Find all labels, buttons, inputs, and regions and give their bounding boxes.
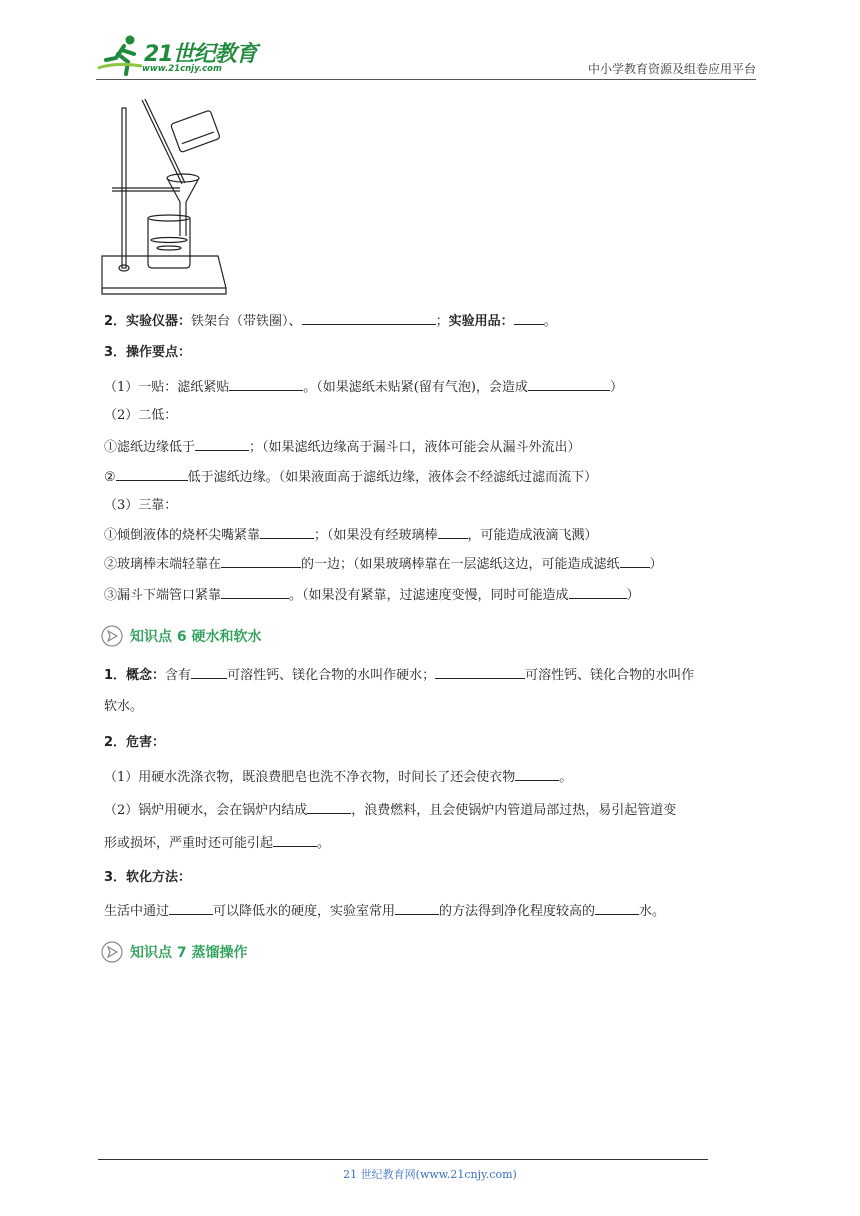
line-l3 (104, 376, 623, 398)
line-l7 (104, 496, 177, 516)
footer-divider (98, 1159, 708, 1160)
fill-blank (221, 553, 301, 568)
text-run: 形或损坏，严重时还可能引起 (104, 836, 274, 851)
line-l10 (104, 584, 640, 606)
text-run: ；（如果滤纸边缘高于漏斗口，液体可能会从漏斗外流出） (249, 440, 581, 455)
line-l16 (104, 832, 330, 854)
text-run: ； (435, 314, 449, 329)
text-run: 。 (317, 836, 331, 851)
text-run: 低于滤纸边缘。（如果液面高于滤纸边缘，液体会不经滤纸过滤而流下） (187, 470, 598, 485)
line-l6 (104, 466, 597, 488)
text-run: 的一边；（如果玻璃棒靠在一层滤纸这边，可能造成滤纸 (301, 557, 620, 572)
section-arrow-icon (100, 624, 124, 648)
text-run: ② (104, 470, 116, 485)
text-run: 。 (543, 314, 557, 329)
text-run: ①滤纸边缘低于 (104, 440, 196, 455)
text-run: ①倾倒液体的烧杯尖嘴紧靠 (104, 528, 261, 543)
page-header (96, 32, 756, 82)
line-l14 (104, 766, 572, 788)
fill-blank (302, 310, 436, 325)
text-run: ，浪费燃料，且会使锅炉内管道局部过热，易引起管道变 (351, 803, 677, 818)
fill-blank (514, 310, 544, 325)
bold-label: 实验用品： (448, 314, 514, 329)
text-run: ；（如果没有经玻璃棒 (314, 528, 438, 543)
fill-blank (116, 466, 188, 481)
header-platform-text: 中小学教育资源及组卷应用平台 (587, 62, 756, 76)
bold-label: 1．概念： (104, 668, 166, 683)
fill-blank (229, 376, 303, 391)
text-run: ） (609, 380, 623, 395)
text-run: 生活中通过 (104, 904, 170, 919)
line-l1 (104, 310, 557, 332)
line-l12 (104, 697, 143, 717)
text-run: （2）锅炉用硬水，会在锅炉内结成 (104, 803, 308, 818)
header-divider (96, 79, 756, 80)
bold-label: 3．操作要点： (104, 345, 192, 360)
bold-label: 2．实验仪器： (104, 314, 192, 329)
section-arrow-icon (100, 940, 124, 964)
bold-label: 3．软化方法： (104, 870, 192, 885)
line-l9 (104, 553, 663, 575)
fill-blank (169, 900, 213, 915)
text-run: ） (626, 588, 640, 603)
fill-blank (221, 584, 289, 599)
line-l18 (104, 900, 665, 922)
text-run: 可以降低水的硬度，实验室常用 (213, 904, 396, 919)
text-run: 。 (559, 770, 573, 785)
logo-url: www.21cnjy.com (142, 64, 222, 74)
text-run: 。（如果滤纸未贴紧(留有气泡)，会造成 (303, 380, 528, 395)
fill-blank (395, 900, 439, 915)
fill-blank (307, 799, 351, 814)
line-l17 (104, 868, 191, 888)
fill-blank (528, 376, 610, 391)
text-run: 可溶性钙、镁化合物的水叫作 (525, 668, 695, 683)
fill-blank (273, 832, 317, 847)
runner-logo-icon (96, 32, 144, 78)
text-run: ） (649, 557, 663, 572)
text-run: 水。 (639, 904, 666, 919)
fill-blank (195, 436, 249, 451)
text-run: 软水。 (104, 699, 144, 714)
line-l2 (104, 343, 191, 363)
bold-label: 2．危害： (104, 735, 166, 750)
text-run: ③漏斗下端管口紧靠 (104, 588, 222, 603)
text-run: 铁架台（带铁圈）、 (191, 314, 302, 329)
fill-blank (438, 524, 468, 539)
text-run: ，可能造成液滴飞溅） (467, 528, 598, 543)
section-title: 知识点 7 蒸馏操作 (130, 945, 248, 961)
logo-text: 21世纪教育 (144, 42, 257, 67)
line-l13 (104, 733, 165, 753)
text-run: （1）用硬水洗涤衣物，既浪费肥皂也洗不净衣物，时间长了还会使衣物 (104, 770, 516, 785)
fill-blank (569, 584, 627, 599)
line-l11 (104, 664, 694, 686)
text-run: 含有 (165, 668, 192, 683)
line-l5 (104, 436, 581, 458)
text-run: 。（如果没有紧靠，过滤速度变慢，同时可能造成 (289, 588, 569, 603)
text-run: 可溶性钙、镁化合物的水叫作硬水； (227, 668, 436, 683)
text-run: 的方法得到净化程度较高的 (439, 904, 596, 919)
footer-text: 21 世纪教育网(www.21cnjy.com) (343, 1168, 517, 1181)
fill-blank (515, 766, 559, 781)
filtration-apparatus-illustration (98, 98, 228, 300)
fill-blank (260, 524, 314, 539)
text-run: （1）一贴：滤纸紧贴 (104, 380, 230, 395)
fill-blank (620, 553, 650, 568)
text-run: ②玻璃棒末端轻靠在 (104, 557, 222, 572)
fill-blank (191, 664, 227, 679)
section-title: 知识点 6 硬水和软水 (130, 629, 262, 645)
line-l15 (104, 799, 676, 821)
text-run: （2）二低： (104, 408, 178, 423)
logo (96, 32, 266, 78)
text-run: （3）三靠： (104, 498, 178, 513)
line-l8 (104, 524, 598, 546)
fill-blank (435, 664, 525, 679)
fill-blank (595, 900, 639, 915)
line-l4 (104, 406, 177, 426)
